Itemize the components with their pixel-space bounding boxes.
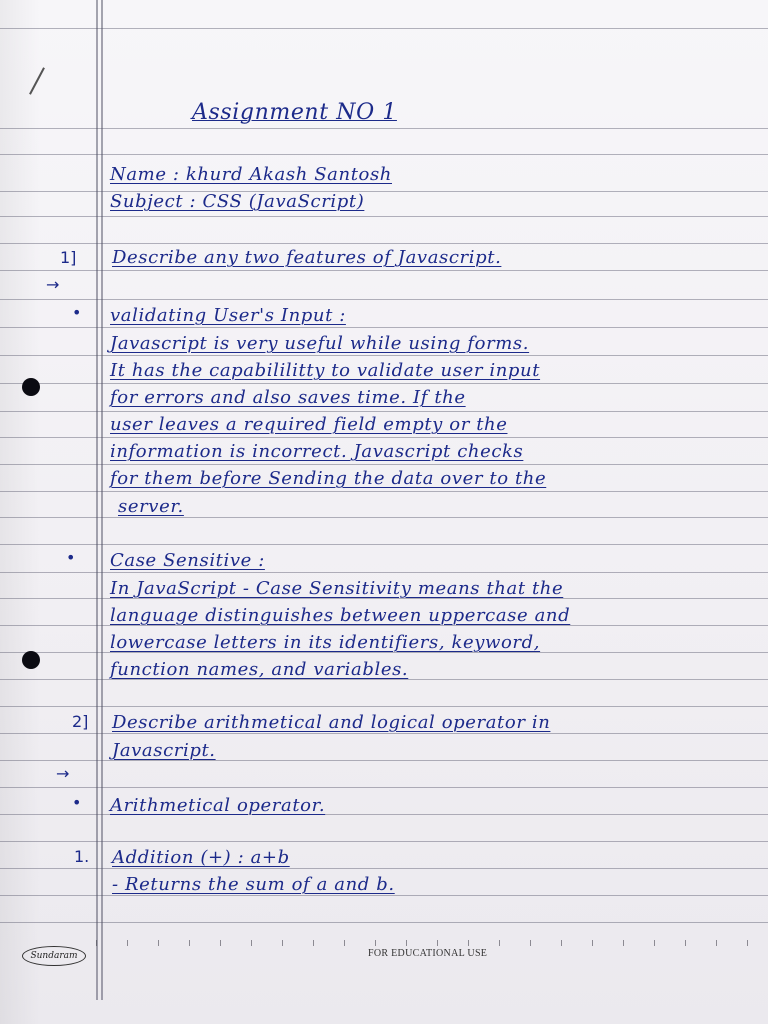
point-heading: validating User's Input : <box>110 305 346 326</box>
text-line: server. <box>118 496 184 517</box>
arrow-icon: → <box>46 275 60 294</box>
footer-note: FOR EDUCATIONAL USE <box>368 948 488 959</box>
bullet-icon: • <box>66 548 76 567</box>
bullet-icon: • <box>72 303 82 322</box>
item-number: 1. <box>74 847 90 866</box>
point-heading: Case Sensitive : <box>110 550 265 571</box>
footer-ticks <box>96 940 768 946</box>
question-text: Describe any two features of Javascript. <box>112 247 502 268</box>
question-number: 1] <box>60 248 77 267</box>
question-text: Describe arithmetical and logical operator in <box>112 712 551 733</box>
binder-hole <box>22 651 40 669</box>
text-line: function names, and variables. <box>110 659 409 680</box>
bullet-icon: • <box>72 793 82 812</box>
page-title: Assignment NO 1 <box>192 100 397 125</box>
subject-line: Subject : CSS (JavaScript) <box>110 191 365 212</box>
item-text: Addition (+) : a+b <box>112 847 290 868</box>
text-line: lowercase letters in its identifiers, keyword, <box>110 632 541 653</box>
brand-logo: Sundaram <box>22 946 86 966</box>
arrow-icon: → <box>56 764 70 783</box>
text-line: user leaves a required field empty or the <box>110 414 508 435</box>
point-heading: Arithmetical operator. <box>110 795 326 816</box>
text-line: Javascript is very useful while using forms. <box>110 333 530 354</box>
binder-hole <box>22 378 40 396</box>
question-text: Javascript. <box>112 740 216 761</box>
pencil-mark <box>29 67 45 94</box>
name-line: Name : khurd Akash Santosh <box>110 164 392 185</box>
text-line: In JavaScript - Case Sensitivity means that the <box>110 578 564 599</box>
text-line: for errors and also saves time. If the <box>110 387 466 408</box>
item-detail: - Returns the sum of a and b. <box>112 874 395 895</box>
text-line: for them before Sending the data over to the <box>110 468 547 489</box>
text-line: language distinguishes between uppercase and <box>110 605 571 626</box>
text-line: information is incorrect. Javascript checks <box>110 441 524 462</box>
text-line: It has the capabililitty to validate user input <box>110 360 541 381</box>
question-number: 2] <box>72 712 89 731</box>
